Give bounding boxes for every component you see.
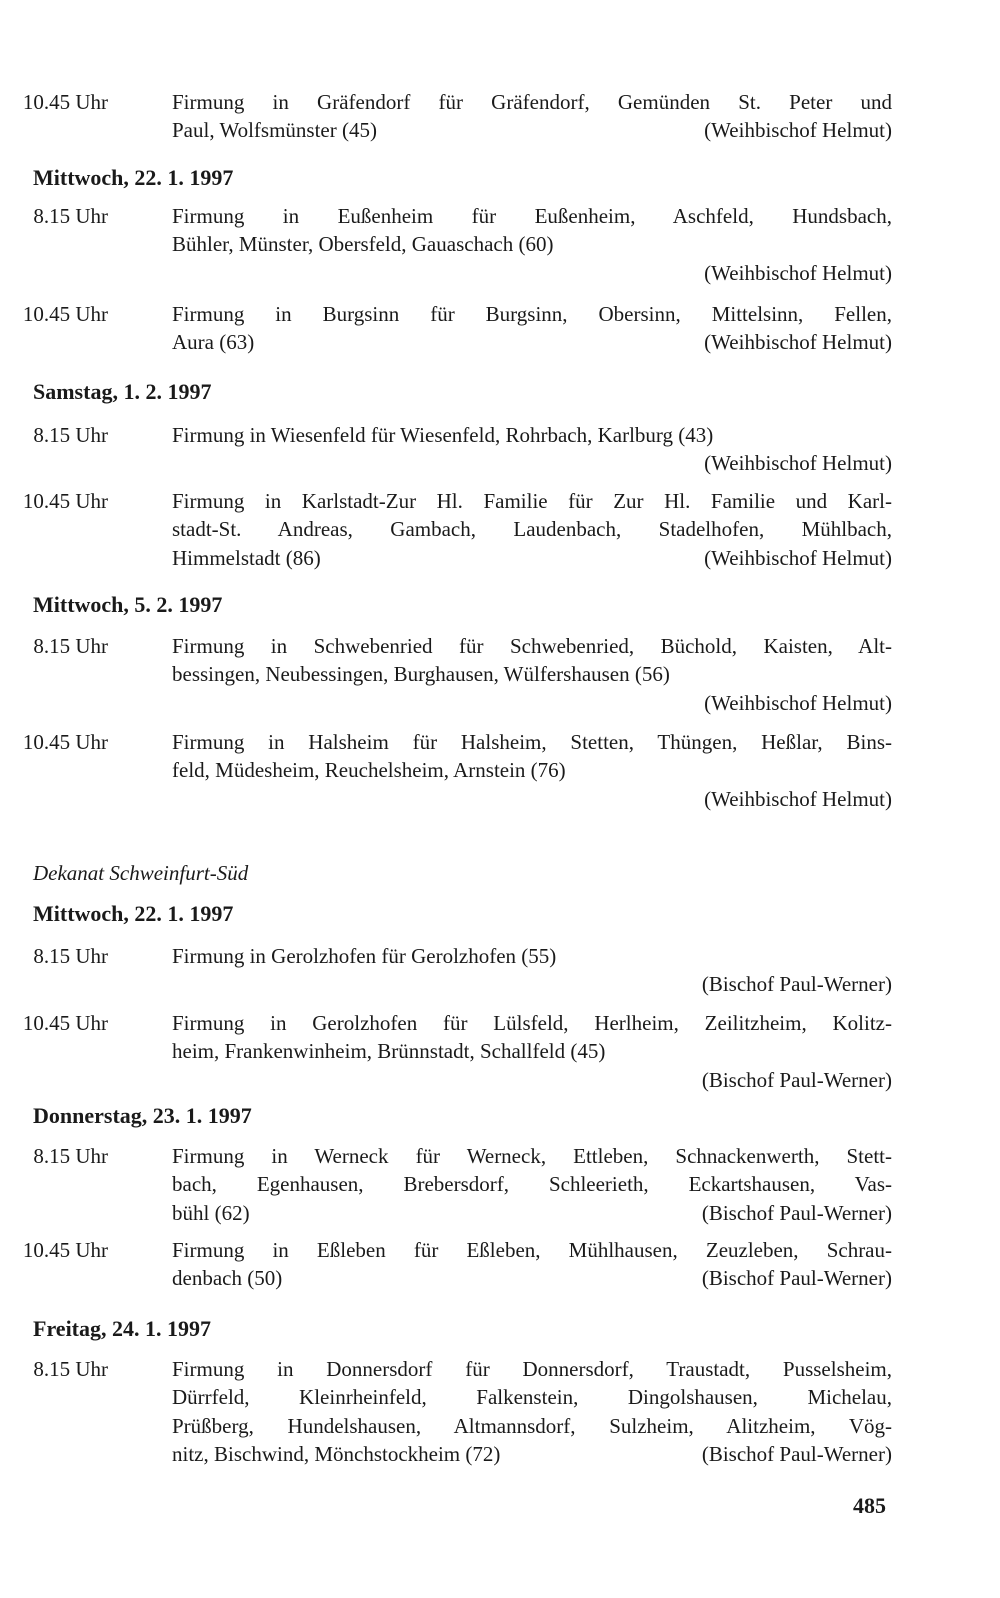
entry-text: [172, 202, 892, 287]
entry-time: 8.15 Uhr: [33, 423, 108, 447]
entry-last-line: [172, 116, 892, 144]
celebrant: (Weihbischof Helmut): [704, 118, 892, 143]
celebrant: (Weihbischof Helmut): [704, 451, 892, 476]
entry-line: bühl (62): [172, 1200, 250, 1225]
entry-line: Firmung in Gerolzhofen für Gerolzhofen (55): [172, 944, 557, 968]
entry-last-line: [172, 1440, 892, 1468]
entry-line: Paul, Wolfsmünster (45): [172, 118, 377, 143]
entry-text: [172, 88, 892, 145]
entry-text: [172, 300, 892, 357]
entry-line: Firmung in Gräfendorf für Gräfendorf, Gemünden St. Peter und: [172, 90, 892, 114]
entry-time: 8.15 Uhr: [33, 204, 108, 228]
entry-line: nitz, Bischwind, Mönchstockheim (72): [172, 1441, 501, 1466]
entry-line: heim, Frankenwinheim, Brünnstadt, Schallfeld (45): [172, 1039, 606, 1064]
entry-line: Firmung in Gerolzhofen für Lülsfeld, Herlheim, Zeilitzheim, Kolitz-: [172, 1011, 892, 1035]
date-heading: Mittwoch, 22. 1. 1997: [33, 901, 234, 926]
entry-last-line: [172, 1199, 892, 1227]
entry-line: denbach (50): [172, 1266, 283, 1291]
entry-last-line: [172, 328, 892, 356]
entry-line: Firmung in Werneck für Werneck, Ettleben, Schnackenwerth, Stett-: [172, 1144, 892, 1168]
date-heading: Mittwoch, 22. 1. 1997: [33, 165, 234, 190]
entry-line: stadt-St. Andreas, Gambach, Laudenbach, Stadelhofen, Mühlbach,: [172, 517, 892, 542]
date-heading: Samstag, 1. 2. 1997: [33, 379, 212, 404]
entry-line: Himmelstadt (86): [172, 545, 321, 570]
page-number: 485: [853, 1493, 886, 1518]
entry-time: 10.45 Uhr: [22, 90, 108, 114]
date-heading: Freitag, 24. 1. 1997: [33, 1316, 212, 1341]
entry-line: Firmung in Wiesenfeld für Wiesenfeld, Rohrbach, Karlburg (43): [172, 423, 714, 447]
entry-text: [172, 1355, 892, 1468]
celebrant: (Weihbischof Helmut): [704, 545, 892, 570]
entry-time: 10.45 Uhr: [22, 302, 108, 326]
entry-line: Dürrfeld, Kleinrheinfeld, Falkenstein, Dingolshausen, Michelau,: [172, 1385, 892, 1410]
entry-line: feld, Müdesheim, Reuchelsheim, Arnstein (76): [172, 758, 566, 783]
entry-time: 10.45 Uhr: [22, 730, 108, 754]
entry-text: [172, 942, 892, 999]
entry-time: 8.15 Uhr: [33, 1357, 108, 1381]
entry-time: 10.45 Uhr: [22, 489, 108, 513]
entry-line: Firmung in Karlstadt-Zur Hl. Familie für Zur Hl. Familie und Karl-: [172, 489, 892, 513]
entry-text: [172, 487, 892, 572]
entry-line: Prüßberg, Hundelshausen, Altmannsdorf, Sulzheim, Alitzheim, Vög-: [172, 1413, 892, 1438]
entry-last-line: [172, 1264, 892, 1292]
entry-time: 8.15 Uhr: [33, 634, 108, 658]
entry-line: bach, Egenhausen, Brebersdorf, Schleerieth, Eckartshausen, Vas-: [172, 1172, 892, 1197]
entry-line: Firmung in Burgsinn für Burgsinn, Obersinn, Mittelsinn, Fellen,: [172, 302, 892, 326]
entry-line: Firmung in Eßleben für Eßleben, Mühlhausen, Zeuzleben, Schrau-: [172, 1238, 892, 1262]
celebrant: (Bischof Paul-Werner): [701, 1067, 892, 1092]
entry-text: [172, 421, 892, 478]
entry-text: [172, 1009, 892, 1094]
celebrant: (Weihbischof Helmut): [704, 330, 892, 355]
entry-text: [172, 1236, 892, 1293]
entry-line: bessingen, Neubessingen, Burghausen, Wülfershausen (56): [172, 662, 670, 687]
celebrant: (Weihbischof Helmut): [704, 786, 892, 811]
entry-line: Bühler, Münster, Obersfeld, Gauaschach (60): [172, 232, 554, 257]
entry-line: Firmung in Schwebenried für Schwebenried, Büchold, Kaisten, Alt-: [172, 634, 892, 658]
entry-text: [172, 632, 892, 717]
entry-text: [172, 1142, 892, 1227]
entry-line: Aura (63): [172, 330, 255, 355]
entry-line: Firmung in Eußenheim für Eußenheim, Aschfeld, Hundsbach,: [172, 204, 892, 228]
entry-time: 8.15 Uhr: [33, 944, 108, 968]
celebrant: (Bischof Paul-Werner): [701, 1200, 892, 1225]
dekanat-heading: Dekanat Schweinfurt-Süd: [33, 861, 249, 885]
entry-last-line: [172, 544, 892, 572]
date-heading: Donnerstag, 23. 1. 1997: [33, 1103, 252, 1128]
entry-text: [172, 728, 892, 813]
entry-line: Firmung in Halsheim für Halsheim, Stetten, Thüngen, Heßlar, Bins-: [172, 730, 892, 754]
date-heading: Mittwoch, 5. 2. 1997: [33, 592, 223, 617]
entry-line: Firmung in Donnersdorf für Donnersdorf, Traustadt, Pusselsheim,: [172, 1357, 892, 1381]
celebrant: (Bischof Paul-Werner): [701, 1266, 892, 1291]
celebrant: (Bischof Paul-Werner): [701, 972, 892, 997]
entry-time: 8.15 Uhr: [33, 1144, 108, 1168]
entry-time: 10.45 Uhr: [22, 1011, 108, 1035]
celebrant: (Weihbischof Helmut): [704, 260, 892, 285]
celebrant: (Weihbischof Helmut): [704, 690, 892, 715]
entry-time: 10.45 Uhr: [22, 1238, 108, 1262]
celebrant: (Bischof Paul-Werner): [701, 1441, 892, 1466]
